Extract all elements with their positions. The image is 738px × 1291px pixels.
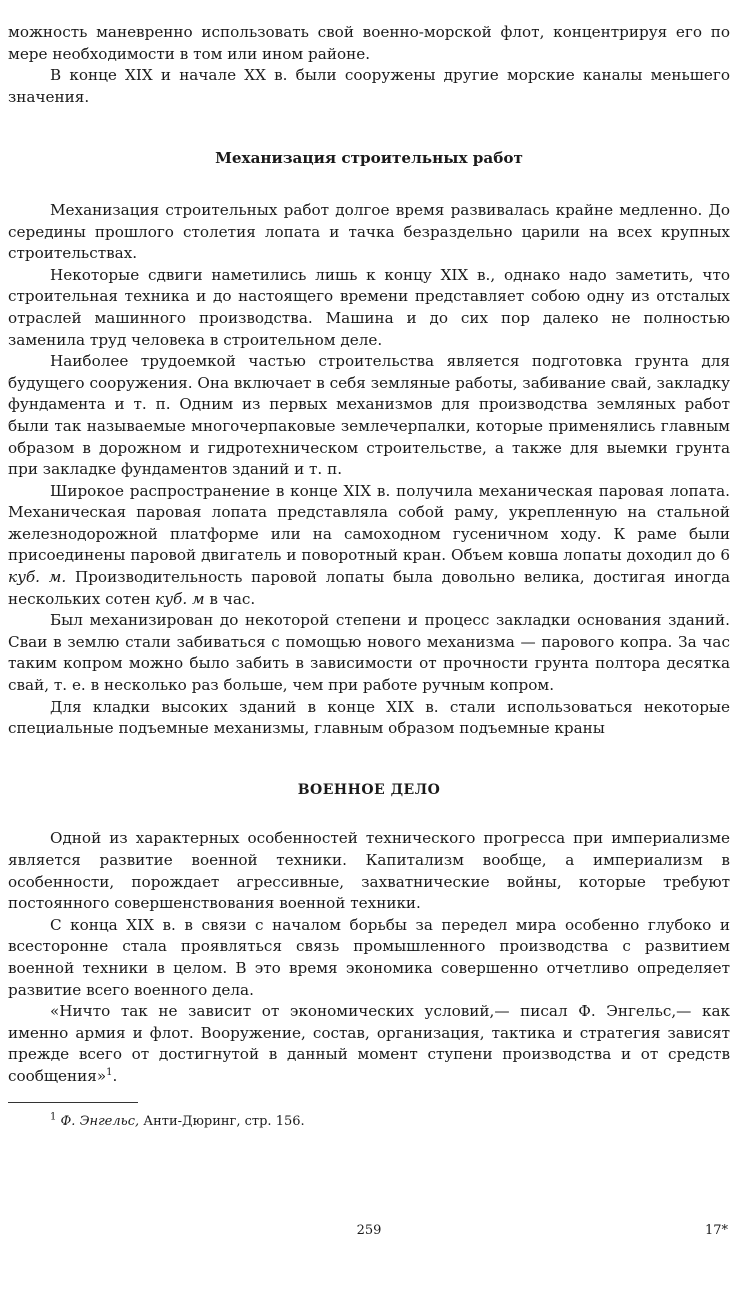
section1-paragraph-steam-shovel xyxy=(8,481,730,611)
paragraph-text: «Ничто так не зависит от экономических условий,— писал Ф. Энгельс,— как именно армия и флот. Вооружение, состав, организация, тактика и стратегия зависят прежде всего от достигнутой в данный момент ступени производства и от средств сообщения» xyxy=(8,1002,730,1085)
section1-paragraph: Для кладки высоких зданий в конце XIX в. стали использоваться некоторые специальные подъемные механизмы, главным образом подъемные краны xyxy=(8,697,730,738)
page-body xyxy=(8,22,730,1131)
footnote-marker: 1 xyxy=(50,1111,57,1123)
footnote-marker[interactable]: 1 xyxy=(106,1066,113,1078)
intro-paragraph: В конце XIX и начале XX в. были сооружены другие морские каналы меньшего значения. xyxy=(8,66,730,106)
section1-paragraph: Наиболее трудоемкой частью строительства является подготовка грунта для будущего сооружения. Она включает в себя земляные работы, забивание свай, закладку фундамента и т. п. Одним из первых механизмов для производства земляных работ были так называемые многочерпаковые землечерпалки, которые применялись главным образом в дорожном и гидротехническом строительстве, а также для выемки грунта при закладке фундаментов зданий и т. п. xyxy=(8,352,730,479)
paragraph-text: Производительность паровой лопаты была довольно велика, достигая иногда нескольких сотен xyxy=(8,568,731,608)
footnote xyxy=(8,1113,730,1131)
footnote-text: Анти-Дюринг, стр. 156. xyxy=(139,1113,305,1129)
section1-paragraph: Некоторые сдвиги наметились лишь к концу XIX в., однако надо заметить, что строительная техника и до настоящего времени представляет собою одну из отсталых отраслей машинного производства. Машина и до сих пор далеко не полностью заменила труд человека в строительном деле. xyxy=(8,265,730,349)
section1-paragraph: Механизация строительных работ долгое время развивалась крайне медленно. До середины прошлого столетия лопата и тачка безраздельно царили на всех крупных строительствах. xyxy=(8,200,730,263)
section2-paragraph-quote: «Ничто так не зависит от экономических условий,— писал Ф. Энгельс,— как именно армия и флот. Вооружение, состав, организация, тактика и стратегия зависят прежде всего от достигнутой в данный момент ступени производства и от средств сообщения»$^1$. xyxy=(8,1002,730,1085)
signature-mark: 17* xyxy=(704,1223,728,1238)
page-number: 259 xyxy=(356,1223,382,1238)
paragraph-text: в час. xyxy=(204,589,256,608)
unit-text: куб. м xyxy=(155,589,205,608)
paragraph-text: Широкое распространение в конце XIX в. получила механическая паровая лопата. Механическая паровая лопата представляла собой раму, укрепленную на стальной железнодорожной платформе или на самоходном гусеничном ходу. К раме были присоединены паровой двигатель и поворотный кран. Объем ковша лопаты доходил до 6 xyxy=(8,481,730,565)
footnote-divider xyxy=(8,1102,138,1103)
footnote-author: Ф. Энгельс, xyxy=(60,1113,140,1129)
unit-text: куб. м. xyxy=(8,568,67,587)
section1-paragraph: Был механизирован до некоторой степени и процесс закладки основания зданий. Сваи в землю стали забиваться с помощью нового механизма — парового копра. За час таким копром можно было забить в зависимости от прочности грунта полтора десятка свай, т. е. в несколько раз больше, чем при работе ручным копром. xyxy=(8,611,730,695)
continuation-paragraph: можность маневренно использовать свой военно-морской флот, концентрируя его по мере необходимости в том или ином районе. xyxy=(8,23,730,63)
section-title-mechanization: Механизация строительных работ xyxy=(215,149,523,168)
section-title-military: ВОЕННОЕ ДЕЛО xyxy=(297,781,441,798)
section2-paragraph: Одной из характерных особенностей технического прогресса при империализме является развитие военной техники. Капитализм вообще, а империализм в особенности, порождает агрессивные, захватнические войны, которые требуют постоянного совершенствования военной техники. xyxy=(8,829,730,913)
section2-paragraph: С конца XIX в. в связи с началом борьбы за передел мира особенно глубоко и всесторонне стала проявляться связь промышленного производства с развитием военной техники в целом. В это время экономика совершенно отчетливо определяет развитие всего военного дела. xyxy=(8,915,730,999)
